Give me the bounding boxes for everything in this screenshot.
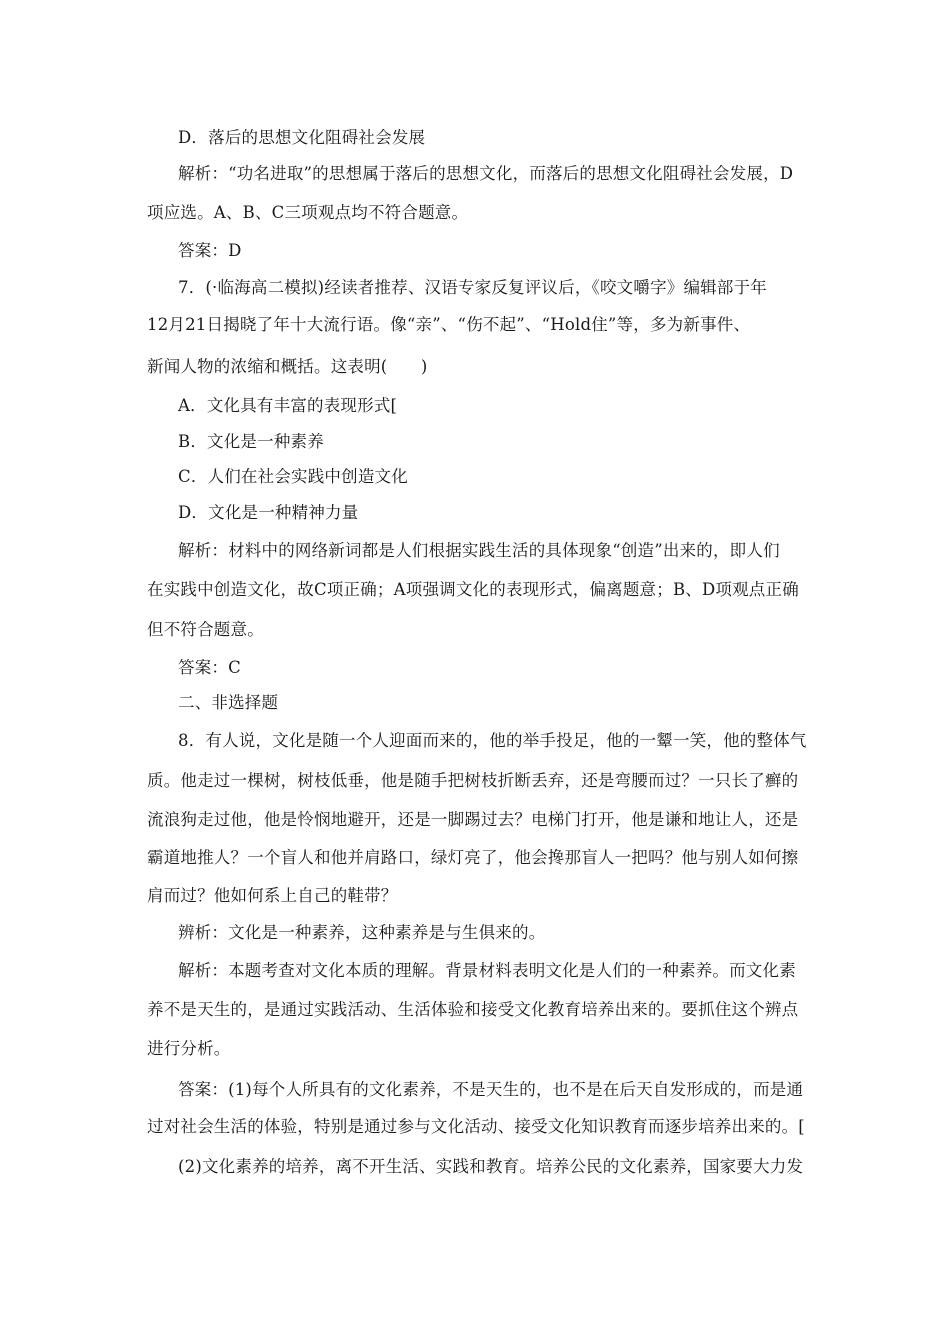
option-c-line: C．人们在社会实践中创造文化 <box>178 467 408 486</box>
question-8-line: 流浪狗走过他，他是怜悯地避开，还是一脚踢过去？电梯门打开，他是谦和地让人，还是 <box>147 810 799 829</box>
analysis-line: 解析：材料中的网络新词都是人们根据实践生活的具体现象“创造”出来的，即人们 <box>178 541 780 560</box>
question-7-line: 新闻人物的浓缩和概括。这表明( ) <box>147 357 428 376</box>
answer-line: 答案：C <box>178 658 241 677</box>
option-a-line: A．文化具有丰富的表现形式[ <box>178 396 398 415</box>
analysis-line: 进行分析。 <box>147 1039 231 1058</box>
question-8-line: 8．有人说，文化是随一个人迎面而来的，他的举手投足，他的一颦一笑，他的整体气 <box>178 731 807 750</box>
section-heading: 二、非选择题 <box>178 693 279 712</box>
analysis-line: 在实践中创造文化，故C项正确；A项强调文化的表现形式，偏离题意；B、D项观点正确 <box>147 580 799 599</box>
discrimination-line: 辨析：文化是一种素养，这种素养是与生俱来的。 <box>178 923 546 942</box>
question-8-line: 霸道地推人？一个盲人和他并肩路口，绿灯亮了，他会搀那盲人一把吗？他与别人如何擦 <box>147 848 799 867</box>
analysis-line: 项应选。A、B、C三项观点均不符合题意。 <box>147 203 469 222</box>
answer-line: 答案：(1)每个人所具有的文化素养，不是天生的，也不是在后天自发形成的，而是通 <box>178 1080 804 1099</box>
option-d-line: D．落后的思想文化阻碍社会发展 <box>178 128 426 147</box>
analysis-line: 养不是天生的，是通过实践活动、生活体验和接受文化教育培养出来的。要抓住这个辨点 <box>147 1000 799 1019</box>
question-8-line: 肩而过？他如何系上自己的鞋带？ <box>147 886 398 905</box>
analysis-line: 解析：“功名进取”的思想属于落后的思想文化，而落后的思想文化阻碍社会发展，D <box>178 164 794 183</box>
analysis-line: 但不符合题意。 <box>147 620 264 639</box>
question-7-line: 12月21日揭晓了年十大流行语。像“亲”、“伤不起”、“Hold住”等，多为新事件、 <box>147 315 751 334</box>
analysis-line: 解析：本题考查对文化本质的理解。背景材料表明文化是人们的一种素养。而文化素 <box>178 961 796 980</box>
answer-line: (2)文化素养的培养，离不开生活、实践和教育。培养公民的文化素养，国家要大力发 <box>178 1157 804 1176</box>
answer-line: 答案：D <box>178 241 242 260</box>
question-7-line: 7．(·临海高二模拟)经读者推荐、汉语专家反复评议后，《咬文嚼字》编辑部于年 <box>178 278 767 297</box>
option-b-line: B．文化是一种素养 <box>178 432 324 451</box>
question-8-line: 质。他走过一棵树，树枝低垂，他是随手把树枝折断丢弃，还是弯腰而过？一只长了癣的 <box>147 771 799 790</box>
option-d-line: D．文化是一种精神力量 <box>178 503 359 522</box>
answer-line: 过对社会生活的体验，特别是通过参与文化活动、接受文化知识教育而逐步培养出来的。[ <box>147 1117 805 1136</box>
